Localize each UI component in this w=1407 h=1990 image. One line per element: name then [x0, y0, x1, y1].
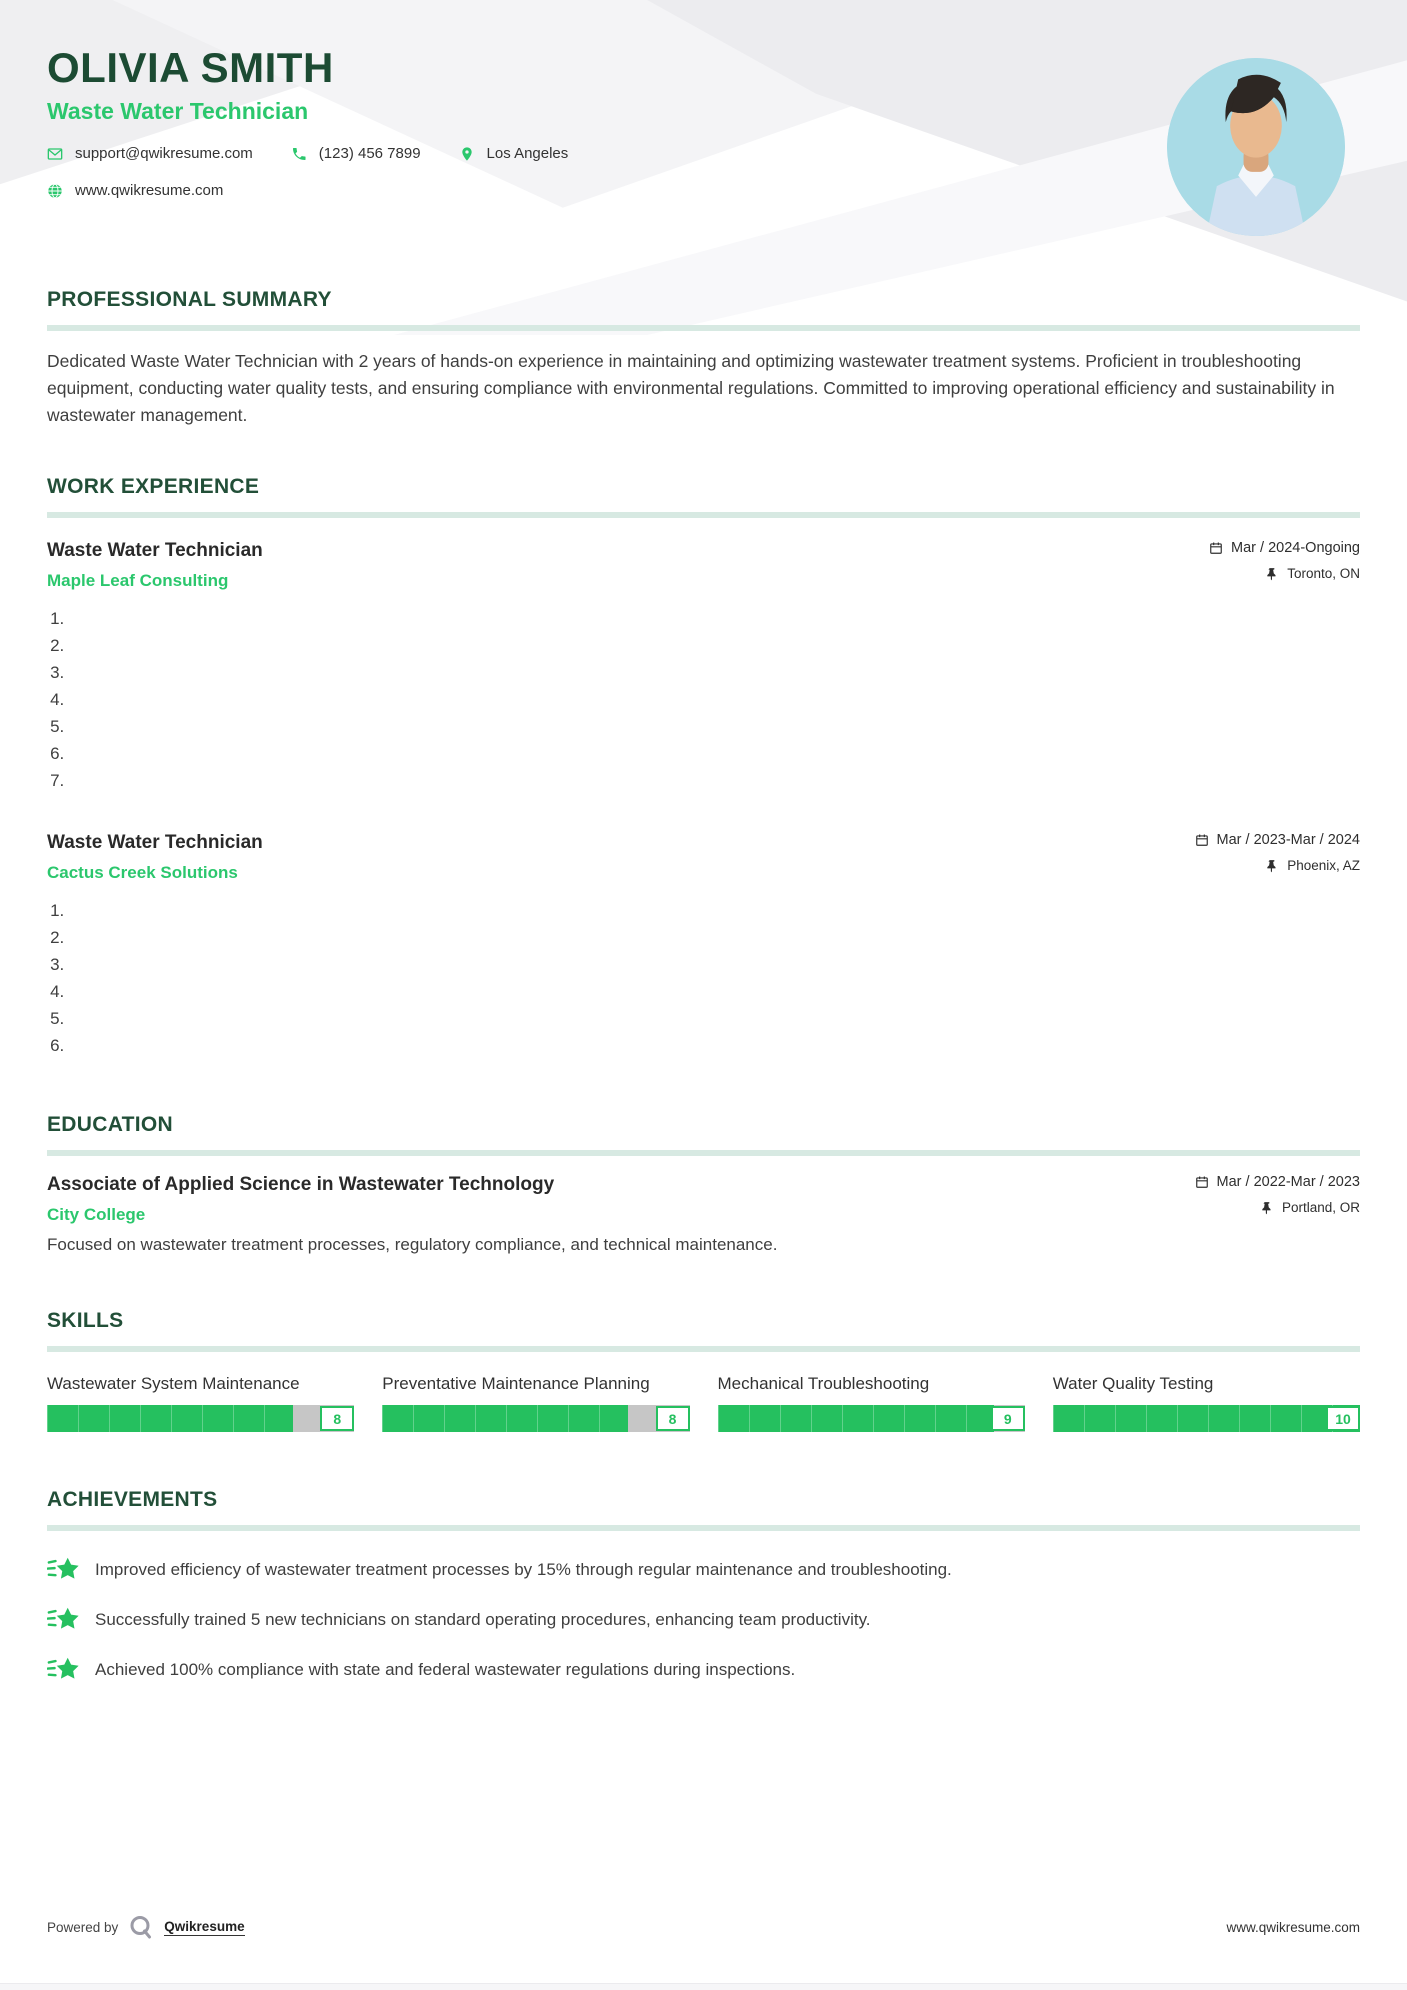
profile-photo	[1167, 58, 1345, 236]
section-heading: PROFESSIONAL SUMMARY	[47, 288, 332, 311]
job-bullet	[69, 924, 1360, 951]
achievement-row	[47, 1655, 1360, 1685]
section-heading: ACHIEVEMENTS	[47, 1488, 218, 1511]
skill-level-badge: 10	[1326, 1406, 1360, 1431]
skill-name: Wastewater System Maintenance	[47, 1374, 300, 1393]
job-company: Cactus Creek Solutions	[47, 863, 238, 882]
job-bullet-list	[47, 605, 1360, 794]
school-name: City College	[47, 1205, 146, 1224]
skill-item	[718, 1372, 1025, 1432]
location-text: Los Angeles	[486, 145, 569, 163]
page-footer	[47, 1914, 1360, 1940]
achievement-row	[47, 1605, 1360, 1635]
skill-level-fill	[1053, 1405, 1360, 1432]
section-heading: SKILLS	[47, 1309, 124, 1332]
shooting-star-icon	[47, 1605, 79, 1635]
skills-grid	[47, 1372, 1360, 1432]
job-location: Phoenix, AZ	[1195, 858, 1360, 873]
pushpin-icon	[1265, 567, 1279, 581]
section-work-experience	[47, 475, 1360, 1059]
skill-level-bar	[382, 1405, 689, 1432]
skill-item	[382, 1372, 689, 1432]
profile-photo-illustration	[1167, 58, 1345, 236]
job-bullet	[69, 897, 1360, 924]
achievement-row	[47, 1555, 1360, 1585]
phone-text: (123) 456 7899	[318, 145, 421, 163]
skill-level-bar	[47, 1405, 354, 1432]
education-description: Focused on wastewater treatment processes, regulatory compliance, and technical maintenance.	[47, 1235, 778, 1254]
job-dates: Mar / 2024-Ongoing	[1209, 540, 1360, 556]
candidate-name: OLIVIA SMITH	[47, 44, 334, 91]
job-bullet	[69, 978, 1360, 1005]
section-professional-summary	[47, 288, 1360, 429]
resume-header	[47, 0, 1360, 238]
shooting-star-icon	[47, 1555, 79, 1585]
section-achievements	[47, 1488, 1360, 1685]
globe-icon	[47, 183, 63, 199]
job-title: Waste Water Technician	[47, 540, 263, 561]
section-heading: EDUCATION	[47, 1113, 173, 1136]
job-bullet	[69, 686, 1360, 713]
job-bullet	[69, 713, 1360, 740]
achievement-list	[47, 1555, 1360, 1685]
degree-title: Associate of Applied Science in Wastewater Technology	[47, 1174, 555, 1195]
skill-name: Preventative Maintenance Planning	[382, 1374, 650, 1393]
job-bullet	[69, 632, 1360, 659]
job-company: Maple Leaf Consulting	[47, 571, 229, 590]
skill-name: Water Quality Testing	[1052, 1374, 1214, 1393]
phone-icon	[291, 146, 307, 162]
map-pin-icon	[459, 146, 475, 162]
job-list	[47, 540, 1360, 1059]
section-underline	[47, 1525, 1360, 1531]
job-bullet	[69, 1032, 1360, 1059]
job-bullet	[69, 1005, 1360, 1032]
achievement-text: Successfully trained 5 new technicians on standard operating procedures, enhancing team productivity.	[95, 1610, 871, 1629]
qwikresume-brand-link[interactable]: Qwikresume	[164, 1918, 245, 1934]
calendar-icon	[1195, 833, 1209, 847]
email-text: support@qwikresume.com	[75, 145, 253, 163]
section-underline	[47, 1346, 1360, 1352]
powered-by-label: Powered by	[47, 1919, 119, 1935]
education-location: Portland, OR	[1195, 1200, 1360, 1215]
education-dates: Mar / 2022-Mar / 2023	[1195, 1174, 1360, 1190]
job-bullet	[69, 951, 1360, 978]
job-bullet	[69, 605, 1360, 632]
skill-item	[47, 1372, 354, 1432]
bottom-page-strip	[0, 1983, 1407, 1990]
shooting-star-icon	[47, 1655, 79, 1685]
job-entry	[47, 540, 1360, 794]
section-skills	[47, 1309, 1360, 1432]
skill-level-badge: 8	[656, 1406, 690, 1431]
pushpin-icon	[1265, 859, 1279, 873]
skill-level-badge: 8	[320, 1406, 354, 1431]
skill-level-fill	[47, 1405, 293, 1432]
job-location: Toronto, ON	[1209, 566, 1360, 581]
summary-text: Dedicated Waste Water Technician with 2 years of hands-on experience in maintaining and optimizing wastewater treatment systems. Proficient in troubleshooting equipment, conducting water quality tests, and ensuring compliance with environmental regulations. Committed to improving operational efficiency and sustainability in wastewater management.	[47, 351, 1335, 425]
website-text[interactable]: www.qwikresume.com	[75, 182, 224, 200]
job-bullet	[69, 659, 1360, 686]
envelope-icon	[47, 146, 63, 162]
contact-location	[459, 145, 569, 162]
skill-level-bar	[718, 1405, 1025, 1432]
section-underline	[47, 512, 1360, 518]
job-entry	[47, 832, 1360, 1059]
contact-email	[47, 145, 253, 162]
section-education	[47, 1113, 1360, 1255]
contact-row-2	[47, 182, 1360, 199]
job-bullet-list	[47, 897, 1360, 1059]
calendar-icon	[1195, 1175, 1209, 1189]
job-title: Waste Water Technician	[47, 832, 263, 853]
section-heading: WORK EXPERIENCE	[47, 475, 260, 498]
contact-phone	[291, 145, 421, 162]
skill-level-fill	[382, 1405, 628, 1432]
achievement-text: Improved efficiency of wastewater treatment processes by 15% through regular maintenance and troubleshooting.	[95, 1560, 952, 1579]
skill-level-badge: 9	[991, 1406, 1025, 1431]
calendar-icon	[1209, 541, 1223, 555]
achievement-text: Achieved 100% compliance with state and federal wastewater regulations during inspections.	[95, 1660, 796, 1679]
job-bullet	[69, 740, 1360, 767]
job-dates: Mar / 2023-Mar / 2024	[1195, 832, 1360, 848]
powered-by	[47, 1914, 245, 1940]
candidate-job-title: Waste Water Technician	[47, 98, 309, 125]
skill-item	[1053, 1372, 1360, 1432]
skill-name: Mechanical Troubleshooting	[717, 1374, 930, 1393]
pushpin-icon	[1260, 1201, 1274, 1215]
contact-row-1	[47, 145, 1360, 162]
job-bullet	[69, 767, 1360, 794]
section-underline	[47, 1150, 1360, 1156]
footer-website[interactable]: www.qwikresume.com	[1226, 1919, 1360, 1935]
qwikresume-q-icon	[128, 1914, 154, 1940]
contact-website	[47, 182, 223, 199]
skill-level-bar	[1053, 1405, 1360, 1432]
section-underline	[47, 325, 1360, 331]
skill-level-fill	[718, 1405, 995, 1432]
